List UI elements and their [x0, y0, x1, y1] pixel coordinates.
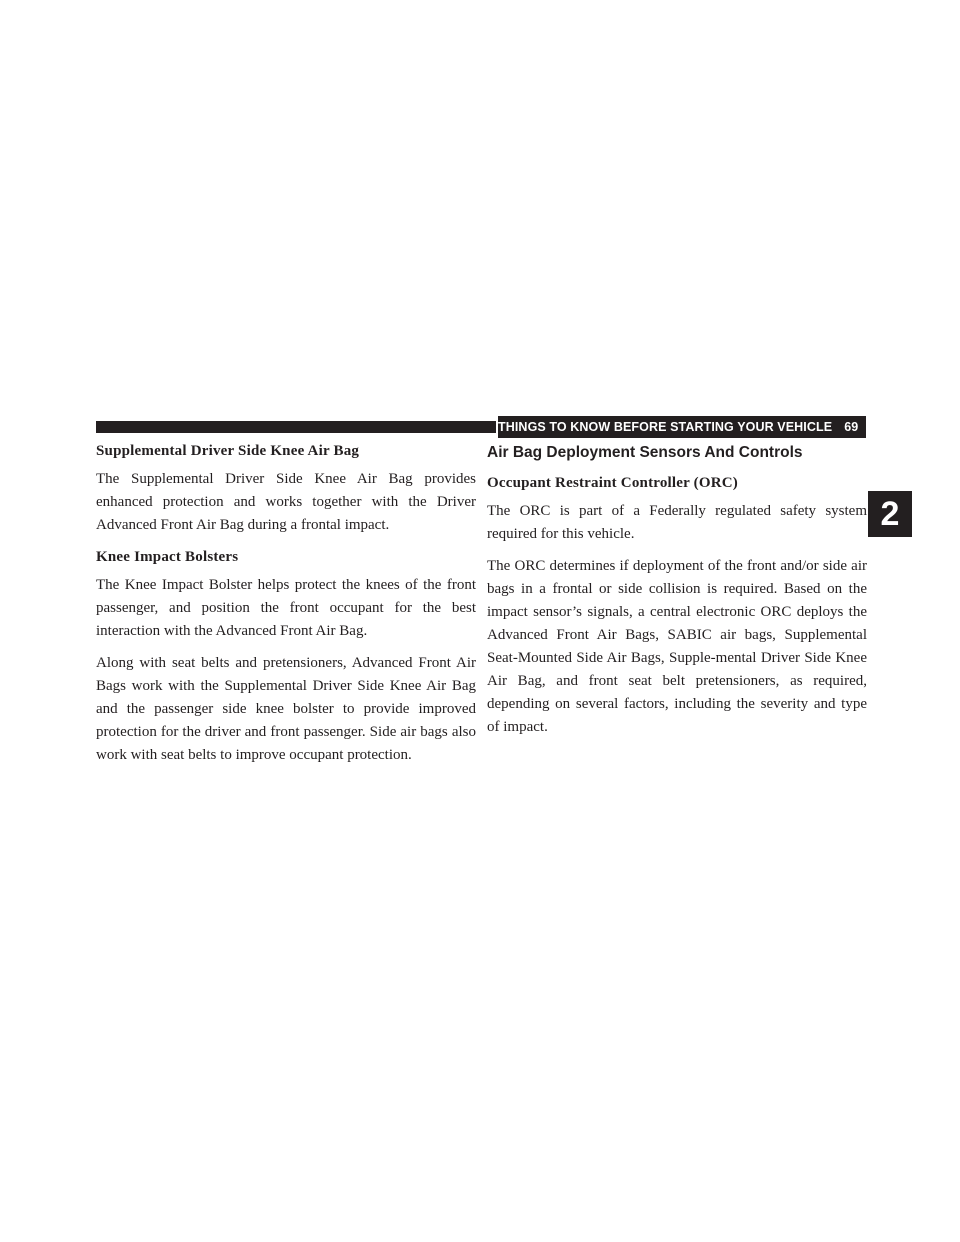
section-heading: Air Bag Deployment Sensors And Controls — [487, 444, 803, 461]
heading-knee-bolsters: Knee Impact Bolsters — [96, 549, 239, 565]
chapter-tab: 2 — [868, 491, 912, 537]
left-column — [96, 440, 476, 776]
paragraph: The ORC is part of a Federally regulated safety system required for this vehicle. — [487, 503, 867, 542]
heading-knee-air-bag: Supplemental Driver Side Knee Air Bag — [96, 443, 360, 459]
paragraph: The Supplemental Driver Side Knee Air Bag provides enhanced protection and works together with the Driver Advanced Front Air Bag during a frontal impact. — [96, 471, 476, 533]
running-title: THINGS TO KNOW BEFORE STARTING YOUR VEHICLE — [498, 420, 833, 434]
page-number: 69 — [844, 420, 859, 434]
running-header — [498, 416, 866, 438]
right-column — [487, 440, 867, 748]
paragraph: The ORC determines if deployment of the front and/or side air bags in a frontal or side collision is required. Based on the impact sensor’s signals, a central electronic ORC deploys the Advanced Front Air Bags, SABIC air bags, Supplemental Seat-Mounted Side Air Bags, Supple-mental Driver Side Knee Air Bag, and front seat belt pretensioners, as required, depending on several factors, including the severity and type of impact. — [487, 558, 867, 735]
paragraph: The Knee Impact Bolster helps protect the knees of the front passenger, and position the front occupant for the best interaction with the Advanced Front Air Bag. — [96, 577, 476, 639]
header-rule — [96, 421, 496, 433]
heading-orc: Occupant Restraint Controller (ORC) — [487, 475, 738, 491]
paragraph: Along with seat belts and pretensioners, Advanced Front Air Bags work with the Supplemental Driver Side Knee Air Bag and the passenger side knee bolster to provide improved protection for the driver and front passenger. Side air bags also work with seat belts to improve occupant protection. — [96, 655, 476, 763]
